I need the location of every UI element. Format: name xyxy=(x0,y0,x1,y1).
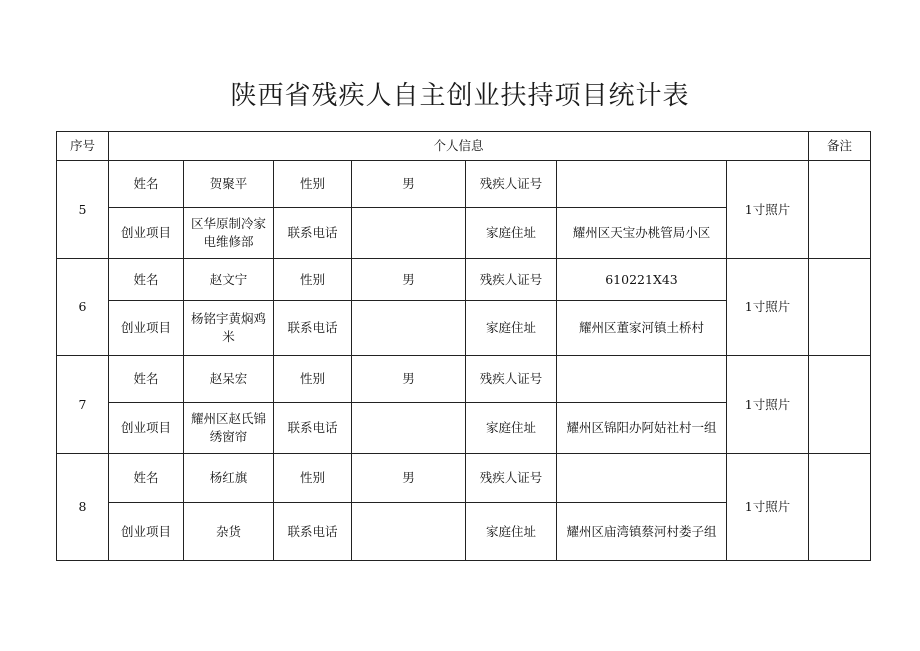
phone-label: 联系电话 xyxy=(274,208,352,259)
photo-placeholder: 1寸照片 xyxy=(727,161,809,259)
project-label: 创业项目 xyxy=(109,503,184,561)
note-value xyxy=(809,259,871,356)
name-value: 贺聚平 xyxy=(184,161,274,208)
gender-label: 性别 xyxy=(274,161,352,208)
project-label: 创业项目 xyxy=(109,208,184,259)
table-row xyxy=(57,454,871,503)
disability-id-label: 残疾人证号 xyxy=(466,259,557,301)
disability-id-value xyxy=(557,161,727,208)
address-value: 耀州区董家河镇土桥村 xyxy=(557,301,727,356)
disability-id-label: 残疾人证号 xyxy=(466,356,557,403)
project-label: 创业项目 xyxy=(109,301,184,356)
address-label: 家庭住址 xyxy=(466,503,557,561)
header-seq: 序号 xyxy=(57,132,109,161)
photo-placeholder: 1寸照片 xyxy=(727,454,809,561)
phone-value xyxy=(352,503,466,561)
address-label: 家庭住址 xyxy=(466,301,557,356)
record-seq: 7 xyxy=(57,356,109,454)
photo-placeholder: 1寸照片 xyxy=(727,356,809,454)
record-seq: 8 xyxy=(57,454,109,561)
gender-label: 性别 xyxy=(274,454,352,503)
record-seq: 6 xyxy=(57,259,109,356)
name-value: 赵文宁 xyxy=(184,259,274,301)
project-statistics-table xyxy=(56,131,871,561)
address-value: 耀州区锦阳办阿姑社村一组 xyxy=(557,403,727,454)
table-row xyxy=(57,161,871,208)
project-value: 区华原制冷家电维修部 xyxy=(184,208,274,259)
project-value: 杨铭宇黄焖鸡米 xyxy=(184,301,274,356)
project-label: 创业项目 xyxy=(109,403,184,454)
header-note: 备注 xyxy=(809,132,871,161)
disability-id-label: 残疾人证号 xyxy=(466,454,557,503)
project-value: 杂货 xyxy=(184,503,274,561)
record-seq: 5 xyxy=(57,161,109,259)
project-value: 耀州区赵氏锦绣窗帘 xyxy=(184,403,274,454)
gender-value: 男 xyxy=(352,454,466,503)
address-value: 耀州区庙湾镇蔡河村娄子组 xyxy=(557,503,727,561)
gender-label: 性别 xyxy=(274,259,352,301)
note-value xyxy=(809,161,871,259)
address-label: 家庭住址 xyxy=(466,403,557,454)
note-value xyxy=(809,356,871,454)
photo-placeholder: 1寸照片 xyxy=(727,259,809,356)
phone-label: 联系电话 xyxy=(274,403,352,454)
phone-value xyxy=(352,403,466,454)
gender-value: 男 xyxy=(352,356,466,403)
table-row xyxy=(57,356,871,403)
name-label: 姓名 xyxy=(109,356,184,403)
disability-id-label: 残疾人证号 xyxy=(466,161,557,208)
header-personal-info: 个人信息 xyxy=(109,132,809,161)
page-title: 陕西省残疾人自主创业扶持项目统计表 xyxy=(230,81,690,111)
phone-value xyxy=(352,208,466,259)
disability-id-value: 610221X43 xyxy=(557,259,727,301)
name-label: 姓名 xyxy=(109,259,184,301)
name-label: 姓名 xyxy=(109,454,184,503)
gender-label: 性别 xyxy=(274,356,352,403)
table-header-row xyxy=(57,132,871,161)
name-value: 杨红旗 xyxy=(184,454,274,503)
disability-id-value xyxy=(557,356,727,403)
disability-id-value xyxy=(557,454,727,503)
gender-value: 男 xyxy=(352,259,466,301)
phone-label: 联系电话 xyxy=(274,301,352,356)
note-value xyxy=(809,454,871,561)
table-row xyxy=(57,259,871,301)
gender-value: 男 xyxy=(352,161,466,208)
address-label: 家庭住址 xyxy=(466,208,557,259)
name-value: 赵呆宏 xyxy=(184,356,274,403)
phone-value xyxy=(352,301,466,356)
address-value: 耀州区天宝办桃管局小区 xyxy=(557,208,727,259)
name-label: 姓名 xyxy=(109,161,184,208)
phone-label: 联系电话 xyxy=(274,503,352,561)
